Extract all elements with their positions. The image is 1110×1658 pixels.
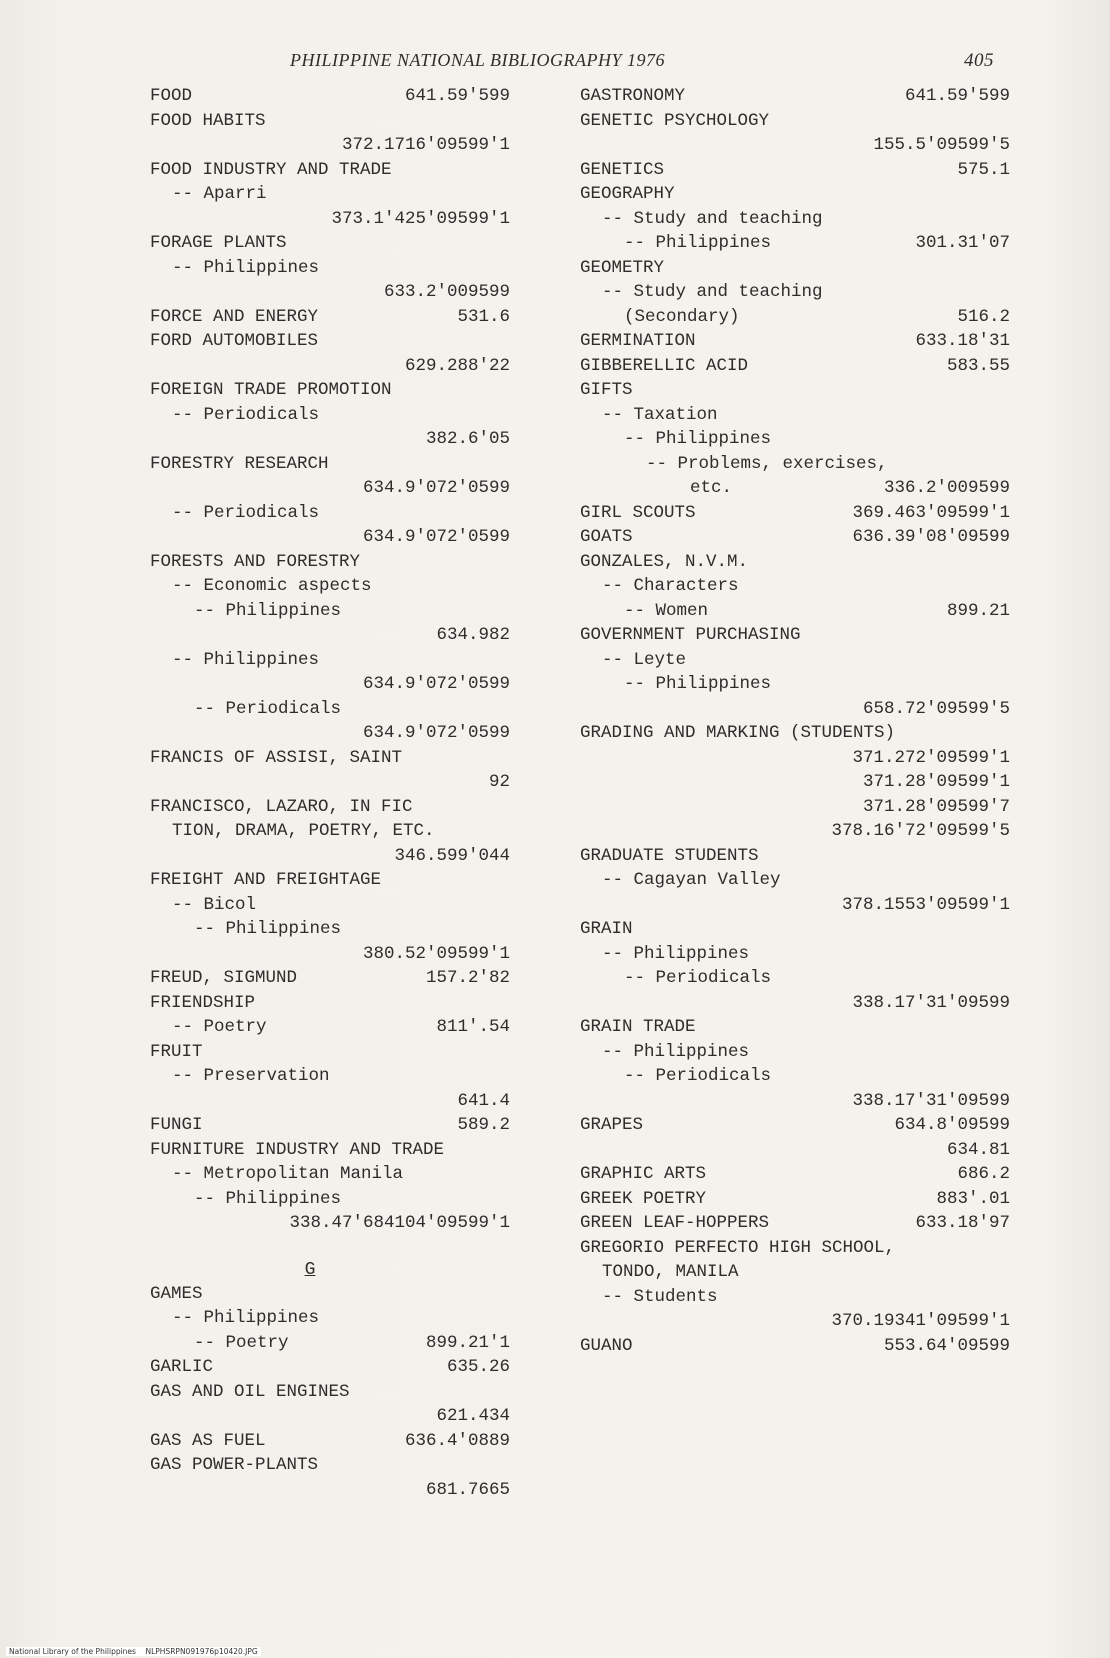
subject-heading: FUNGI [150, 1115, 203, 1135]
subheading: -- Poetry [194, 1332, 289, 1353]
class-number: 634.9'072'0599 [362, 723, 510, 743]
classification-line [580, 795, 1010, 820]
classification-line [150, 427, 510, 452]
index-entry [580, 158, 1010, 183]
subject-heading: GAS AND OIL ENGINES [150, 1381, 350, 1402]
class-number: 686.2 [957, 1164, 1010, 1184]
subject-heading: GIFTS [580, 380, 633, 400]
classification-line [580, 133, 1010, 158]
subheading: -- Periodicals [624, 1066, 772, 1086]
subject-heading: GIBBERELLIC ACID [580, 355, 749, 376]
index-entry [580, 868, 1010, 893]
classification-line [580, 991, 1010, 1016]
class-number: 336.2'009599 [883, 478, 1010, 498]
subheading: -- Preservation [172, 1066, 330, 1086]
index-entry [580, 1064, 1010, 1089]
index-entry [580, 1211, 1010, 1236]
index-entry [150, 1306, 510, 1331]
subheading: -- Women [624, 600, 709, 621]
subheading: TONDO, MANILA [602, 1262, 739, 1282]
index-entry [580, 942, 1010, 967]
index-entry [150, 158, 510, 183]
subheading: -- Philippines [194, 1188, 342, 1209]
class-number: 899.21 [946, 600, 1010, 621]
subheading: -- Periodicals [172, 502, 320, 523]
index-entry [150, 819, 510, 844]
class-number: 338.47'684104'09599'1 [289, 1213, 510, 1233]
index-entry [150, 893, 510, 918]
subject-heading: FOOD [150, 86, 193, 106]
index-entry [150, 1429, 510, 1454]
index-entry [580, 207, 1010, 232]
subheading: etc. [690, 478, 733, 498]
class-number: 658.72'09599'5 [862, 698, 1010, 719]
classification-line [580, 770, 1010, 795]
classification-line [150, 770, 510, 795]
subject-heading: GRAIN TRADE [580, 1017, 696, 1037]
subheading: -- Philippines [602, 1041, 750, 1062]
class-number: 373.1'425'09599'1 [331, 208, 510, 229]
index-entry [150, 452, 510, 477]
subject-heading: GAS AS FUEL [150, 1430, 266, 1451]
classification-line [150, 672, 510, 697]
subject-heading: FORESTS AND FORESTRY [150, 551, 361, 572]
index-entry [150, 305, 510, 330]
subheading: -- Philippines [624, 674, 772, 694]
class-number: 681.7665 [425, 1479, 510, 1500]
class-number: 641.59'599 [404, 86, 510, 106]
class-number: 583.55 [946, 355, 1010, 376]
class-number: 370.19341'09599'1 [831, 1311, 1010, 1331]
class-number: 92 [488, 772, 510, 792]
index-entry [150, 231, 510, 256]
index-entry [580, 550, 1010, 575]
index-entry [150, 1331, 510, 1356]
index-entry [150, 109, 510, 134]
index-entry [150, 1064, 510, 1089]
index-entry [580, 1187, 1010, 1212]
subheading: -- Characters [602, 576, 739, 596]
index-entry [150, 378, 510, 403]
subheading: -- Poetry [172, 1017, 267, 1037]
class-number: 641.59'599 [904, 86, 1010, 106]
class-number: 633.18'97 [915, 1213, 1010, 1233]
classification-line [150, 844, 510, 869]
index-entry [150, 1355, 510, 1380]
subject-heading: GUANO [580, 1335, 633, 1356]
index-entry [150, 550, 510, 575]
classification-line [150, 1478, 510, 1503]
subject-heading: GREEN LEAF-HOPPERS [580, 1213, 770, 1233]
index-entry [580, 109, 1010, 134]
subject-heading: GARLIC [150, 1357, 214, 1377]
subject-heading: GIRL SCOUTS [580, 502, 696, 523]
index-entry [580, 231, 1010, 256]
index-entry [150, 917, 510, 942]
subject-heading: GEOGRAPHY [580, 184, 675, 204]
subject-heading: FURNITURE INDUSTRY AND TRADE [150, 1139, 445, 1160]
class-number: 369.463'09599'1 [852, 502, 1010, 523]
index-entry [580, 1040, 1010, 1065]
class-number: 621.434 [436, 1406, 510, 1426]
class-number: 346.599'044 [394, 845, 510, 866]
subheading: -- Periodicals [194, 698, 342, 719]
index-entry [150, 648, 510, 673]
subject-heading: FRUIT [150, 1041, 203, 1062]
classification-line [580, 746, 1010, 771]
subheading: -- Philippines [172, 649, 320, 670]
class-number: 899.21'1 [425, 1332, 510, 1353]
classification-line [580, 819, 1010, 844]
index-entry [580, 1285, 1010, 1310]
index-entry [150, 1282, 510, 1307]
classification-line [580, 1138, 1010, 1163]
index-entry [580, 427, 1010, 452]
subheading: -- Problems, exercises, [646, 453, 888, 474]
classification-line [580, 1309, 1010, 1334]
class-number: 575.1 [957, 159, 1010, 180]
subject-heading: GREEK POETRY [580, 1188, 707, 1209]
index-entry [580, 1162, 1010, 1187]
subheading: -- Philippines [172, 257, 320, 278]
index-entry [580, 354, 1010, 379]
running-title: PHILIPPINE NATIONAL BIBLIOGRAPHY 1976 [290, 50, 665, 70]
class-number: 338.17'31'09599 [852, 1090, 1010, 1111]
class-number: 380.52'09599'1 [362, 943, 510, 964]
index-entry [150, 1113, 510, 1138]
class-number: 633.2'009599 [383, 282, 510, 302]
index-entry [580, 280, 1010, 305]
subject-heading: GOVERNMENT PURCHASING [580, 625, 801, 645]
index-entry [150, 1187, 510, 1212]
index-entry [580, 917, 1010, 942]
classification-line [150, 476, 510, 501]
class-number: 371.272'09599'1 [852, 747, 1010, 768]
classification-line [150, 133, 510, 158]
class-number: 378.16'72'09599'5 [831, 821, 1010, 841]
index-entry [580, 84, 1010, 109]
classification-line [150, 525, 510, 550]
index-entry [580, 1236, 1010, 1261]
class-number: 634.982 [436, 625, 510, 645]
index-entry [150, 501, 510, 526]
classification-line [150, 280, 510, 305]
subject-heading: FOREIGN TRADE PROMOTION [150, 380, 392, 400]
index-entry [580, 452, 1010, 477]
subheading: -- Bicol [172, 894, 257, 915]
subject-heading: GERMINATION [580, 331, 696, 351]
subheading: -- Philippines [624, 233, 772, 253]
class-number: 516.2 [957, 306, 1010, 327]
subject-heading: GEOMETRY [580, 257, 665, 278]
subject-heading: FRIENDSHIP [150, 992, 256, 1013]
subject-heading: FREIGHT AND FREIGHTAGE [150, 870, 382, 890]
subject-heading: GENETIC PSYCHOLOGY [580, 110, 770, 131]
classification-line [150, 354, 510, 379]
index-entry [150, 329, 510, 354]
class-number: 634.9'072'0599 [362, 478, 510, 498]
subheading: TION, DRAMA, POETRY, ETC. [172, 821, 435, 841]
subheading: (Secondary) [624, 306, 740, 327]
subject-heading: FORCE AND ENERGY [150, 306, 319, 327]
subject-heading: GRAPES [580, 1115, 644, 1135]
class-number: 635.26 [446, 1357, 510, 1377]
subject-heading: FORESTRY RESEARCH [150, 453, 329, 474]
classification-line [150, 1211, 510, 1236]
class-number: 633.18'31 [915, 331, 1010, 351]
subject-heading: FRANCIS OF ASSISI, SAINT [150, 747, 403, 768]
page-number: 405 [964, 50, 994, 71]
subheading: -- Aparri [172, 184, 267, 204]
index-entry [580, 574, 1010, 599]
index-entry [150, 1380, 510, 1405]
subheading: -- Leyte [602, 649, 687, 670]
subheading: -- Cagayan Valley [602, 870, 781, 890]
class-number: 553.64'09599 [883, 1335, 1010, 1356]
index-entry [580, 1015, 1010, 1040]
index-entry [580, 329, 1010, 354]
class-number: 811'.54 [436, 1017, 510, 1037]
subject-heading: GONZALES, N.V.M. [580, 551, 749, 572]
class-number: 636.4'0889 [404, 1430, 510, 1451]
subject-heading: FRANCISCO, LAZARO, IN FIC [150, 796, 413, 817]
scan-footer: National Library of the Philippines NLPHSRPN091976p10420.JPG [6, 1647, 261, 1656]
subject-heading: GAMES [150, 1283, 203, 1304]
class-number: 531.6 [457, 306, 510, 327]
class-number: 634.8'09599 [894, 1115, 1010, 1135]
index-entry [580, 182, 1010, 207]
classification-line [580, 697, 1010, 722]
class-number: 636.39'08'09599 [852, 527, 1010, 547]
subject-heading: GREGORIO PERFECTO HIGH SCHOOL, [580, 1237, 896, 1258]
index-entry [580, 305, 1010, 330]
index-entry [580, 476, 1010, 501]
index-entry [150, 599, 510, 624]
index-entry [580, 378, 1010, 403]
subject-heading: FORAGE PLANTS [150, 233, 287, 253]
index-entry [580, 672, 1010, 697]
index-entry [150, 746, 510, 771]
subheading: -- Economic aspects [172, 576, 372, 596]
subject-heading: GRAIN [580, 919, 633, 939]
index-entry [150, 795, 510, 820]
subject-heading: FORD AUTOMOBILES [150, 331, 319, 351]
index-entry [150, 868, 510, 893]
classification-line [580, 893, 1010, 918]
index-entry [580, 1334, 1010, 1359]
subject-heading: GRADUATE STUDENTS [580, 845, 759, 866]
index-entry [150, 697, 510, 722]
class-number: 371.28'09599'1 [862, 772, 1010, 792]
classification-line [150, 1089, 510, 1114]
index-entry [580, 256, 1010, 281]
subject-heading: GASTRONOMY [580, 86, 686, 106]
subheading: -- Study and teaching [602, 282, 823, 302]
index-entry [150, 256, 510, 281]
subject-heading: GOATS [580, 527, 633, 547]
index-entry [580, 501, 1010, 526]
class-number: 634.9'072'0599 [362, 527, 510, 547]
right-column [580, 84, 1010, 1358]
index-entry [580, 525, 1010, 550]
class-number: 301.31'07 [915, 233, 1010, 253]
subject-heading: GAS POWER-PLANTS [150, 1455, 319, 1475]
class-number: 155.5'09599'5 [873, 135, 1010, 155]
spacer [150, 1236, 510, 1258]
subheading: -- Philippines [194, 919, 342, 939]
index-entry [580, 844, 1010, 869]
index-entry [150, 1453, 510, 1478]
index-entry [150, 966, 510, 991]
classification-line [150, 623, 510, 648]
class-number: 382.6'05 [425, 429, 510, 449]
index-entry [150, 1015, 510, 1040]
classification-line [580, 1089, 1010, 1114]
index-entry [150, 1040, 510, 1065]
subheading: -- Metropolitan Manila [172, 1164, 404, 1184]
classification-line [150, 1404, 510, 1429]
class-number: 157.2'82 [425, 968, 510, 988]
index-entry [580, 648, 1010, 673]
index-entry [580, 403, 1010, 428]
index-entry [580, 1260, 1010, 1285]
index-entry [580, 599, 1010, 624]
classification-line [150, 207, 510, 232]
subheading: -- Study and teaching [602, 208, 823, 229]
index-entry [580, 1113, 1010, 1138]
class-number: 338.17'31'09599 [852, 992, 1010, 1013]
classification-line [150, 942, 510, 967]
subject-heading: GENETICS [580, 159, 665, 180]
class-number: 883'.01 [936, 1188, 1010, 1209]
subject-heading: GRADING AND MARKING (STUDENTS) [580, 723, 896, 743]
index-entry [580, 721, 1010, 746]
index-entry [580, 623, 1010, 648]
class-number: 629.288'22 [404, 355, 510, 376]
class-number: 634.9'072'0599 [362, 674, 510, 694]
index-entry [150, 182, 510, 207]
subheading: -- Philippines [624, 429, 772, 449]
left-column [150, 84, 510, 1502]
subheading: -- Students [602, 1286, 718, 1307]
index-entry [150, 1138, 510, 1163]
class-number: 371.28'09599'7 [862, 796, 1010, 817]
subject-heading: FOOD HABITS [150, 110, 266, 131]
subheading: -- Philippines [194, 600, 342, 621]
class-number: 378.1553'09599'1 [841, 894, 1010, 915]
class-number: 372.1716'09599'1 [341, 135, 510, 155]
index-entry [150, 1162, 510, 1187]
subject-heading: FREUD, SIGMUND [150, 968, 298, 988]
index-entry [150, 403, 510, 428]
subheading: -- Philippines [172, 1308, 320, 1328]
class-number: 634.81 [946, 1139, 1010, 1160]
index-entry [150, 574, 510, 599]
subheading: -- Taxation [602, 404, 718, 425]
section-letter: G [304, 1259, 316, 1280]
class-number: 589.2 [457, 1115, 510, 1135]
subheading: -- Periodicals [624, 968, 772, 988]
page-header [0, 50, 1110, 80]
subheading: -- Philippines [602, 943, 750, 964]
subject-heading: GRAPHIC ARTS [580, 1164, 707, 1184]
subject-heading: FOOD INDUSTRY AND TRADE [150, 159, 392, 180]
subheading: -- Periodicals [172, 404, 320, 425]
class-number: 641.4 [457, 1090, 510, 1111]
index-entry [150, 991, 510, 1016]
classification-line [150, 721, 510, 746]
index-entry [580, 966, 1010, 991]
index-entry [150, 84, 510, 109]
